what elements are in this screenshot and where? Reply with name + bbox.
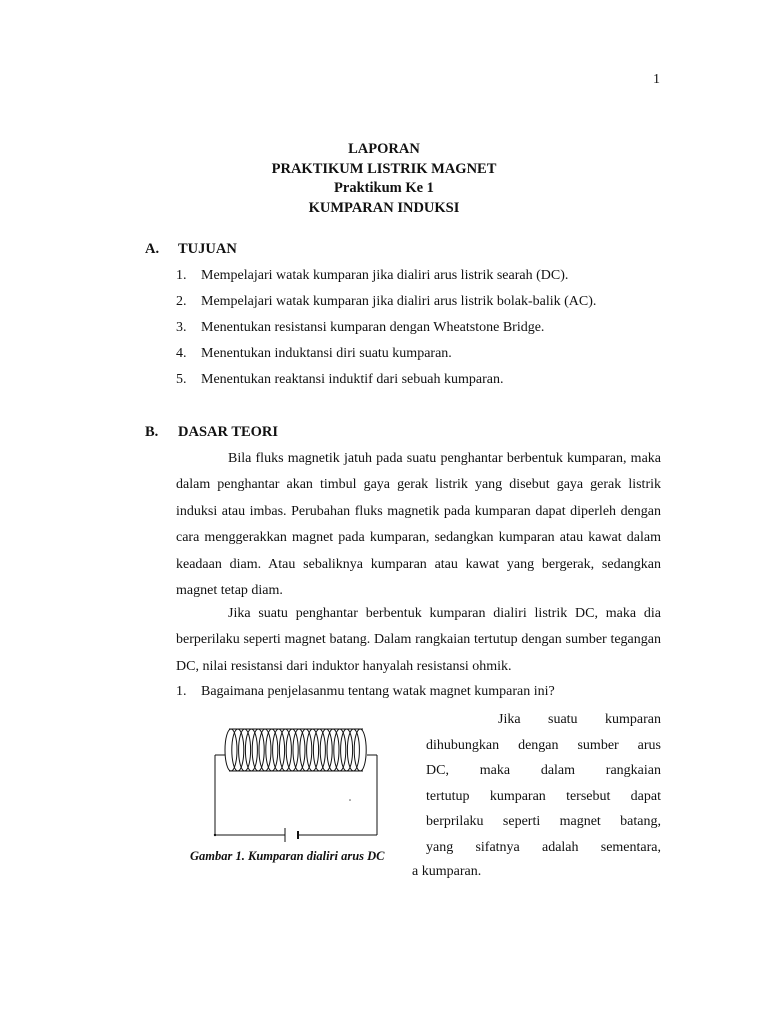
theory-paragraph-2 xyxy=(176,601,661,680)
coil-loop xyxy=(320,729,332,771)
question-item xyxy=(176,684,555,700)
coil-loop xyxy=(225,729,237,771)
coil-loop xyxy=(279,729,291,771)
question-number: 1. xyxy=(176,684,187,699)
coil-dc-circuit-figure xyxy=(205,715,385,845)
goal-number: 2. xyxy=(176,294,187,309)
coil-loop xyxy=(327,729,339,771)
coil-loop xyxy=(341,729,353,771)
theory-paragraph-1 xyxy=(176,446,661,604)
battery-icon xyxy=(285,828,298,842)
section-a-letter: A. xyxy=(145,241,160,257)
coil-loop xyxy=(300,729,312,771)
coil-loop xyxy=(252,729,264,771)
answer-line: yang sifatnya adalah sementara, xyxy=(426,839,661,855)
section-a-heading: TUJUAN xyxy=(178,241,237,257)
report-title xyxy=(0,140,768,218)
theory-paragraph-2-text: Jika suatu penghantar berbentuk kumparan dialiri listrik DC, maka dia berperilaku seperti magnet batang. Dalam rangkaian tertutup dengan sumber tegangan DC, nilai resistansi dari induktor hanyalah resistansi ohmik. xyxy=(176,606,661,674)
answer-line: berprilaku seperti magnet batang, xyxy=(426,814,661,830)
section-b-letter: B. xyxy=(145,424,159,440)
goal-number: 4. xyxy=(176,346,187,361)
title-line-4: KUMPARAN INDUKSI xyxy=(308,199,460,216)
coil-loop xyxy=(347,729,359,771)
coil-loop xyxy=(232,729,244,771)
goal-item xyxy=(176,346,452,362)
coil-loop xyxy=(313,729,325,771)
answer-line: tertutup kumparan tersebut dapat xyxy=(426,788,661,804)
goal-text: Menentukan reaktansi induktif dari sebuah kumparan. xyxy=(201,372,504,387)
question-text: Bagaimana penjelasanmu tentang watak magnet kumparan ini? xyxy=(201,684,555,699)
title-line-3: Praktikum Ke 1 xyxy=(334,180,434,196)
answer-tail: a kumparan. xyxy=(412,864,482,879)
coil-loop xyxy=(239,729,251,771)
goal-text: Menentukan induktansi diri suatu kumparan. xyxy=(201,346,452,361)
coil-loop xyxy=(266,729,278,771)
coil-loop xyxy=(286,729,298,771)
page-number: 1 xyxy=(653,72,660,87)
coil-loop xyxy=(273,729,285,771)
goal-item xyxy=(176,268,568,284)
answer-line: DC, maka dalam rangkaian xyxy=(426,763,661,779)
coil-loop xyxy=(245,729,257,771)
goal-text: Mempelajari watak kumparan jika dialiri arus listrik searah (DC). xyxy=(201,268,569,283)
goal-item xyxy=(176,294,596,310)
goal-text: Mempelajari watak kumparan jika dialiri arus listrik bolak-balik (AC). xyxy=(201,294,597,309)
coil-loop xyxy=(334,729,346,771)
coil-loop xyxy=(307,729,319,771)
coil-windings xyxy=(225,729,366,771)
title-line-2: PRAKTIKUM LISTRIK MAGNET xyxy=(271,160,497,177)
goal-item xyxy=(176,372,503,388)
coil-loop xyxy=(354,729,366,771)
title-line-1: LAPORAN xyxy=(348,141,420,157)
goal-number: 1. xyxy=(176,268,187,283)
theory-paragraph-1-text: Bila fluks magnetik jatuh pada suatu penghantar berbentuk kumparan, maka dalam penghantar akan timbul gaya gerak listrik yang disebut gaya gerak listrik induksi atau imbas. Perubahan fluks magnetik pada kumparan dapat diperleh dengan cara menggerakkan magnet pada kumparan, sedangkan kumparan atau kawat dalam keadaan diam. Atau sebaliknya kumparan atau kawat yang bergerak, sedangkan magnet tetap diam. xyxy=(176,451,661,599)
goal-number: 3. xyxy=(176,320,187,335)
section-b-heading: DASAR TEORI xyxy=(178,424,279,440)
answer-paragraph xyxy=(426,707,661,861)
coil-loop xyxy=(259,729,271,771)
goal-item xyxy=(176,320,544,336)
goal-number: 5. xyxy=(176,372,187,387)
figure-caption: Gambar 1. Kumparan dialiri arus DC xyxy=(190,849,385,863)
goal-text: Menentukan resistansi kumparan dengan Wheatstone Bridge. xyxy=(201,320,545,335)
answer-line: dihubungkan dengan sumber arus xyxy=(426,737,661,753)
answer-line: Jika suatu kumparan xyxy=(498,712,661,727)
coil-loop xyxy=(293,729,305,771)
